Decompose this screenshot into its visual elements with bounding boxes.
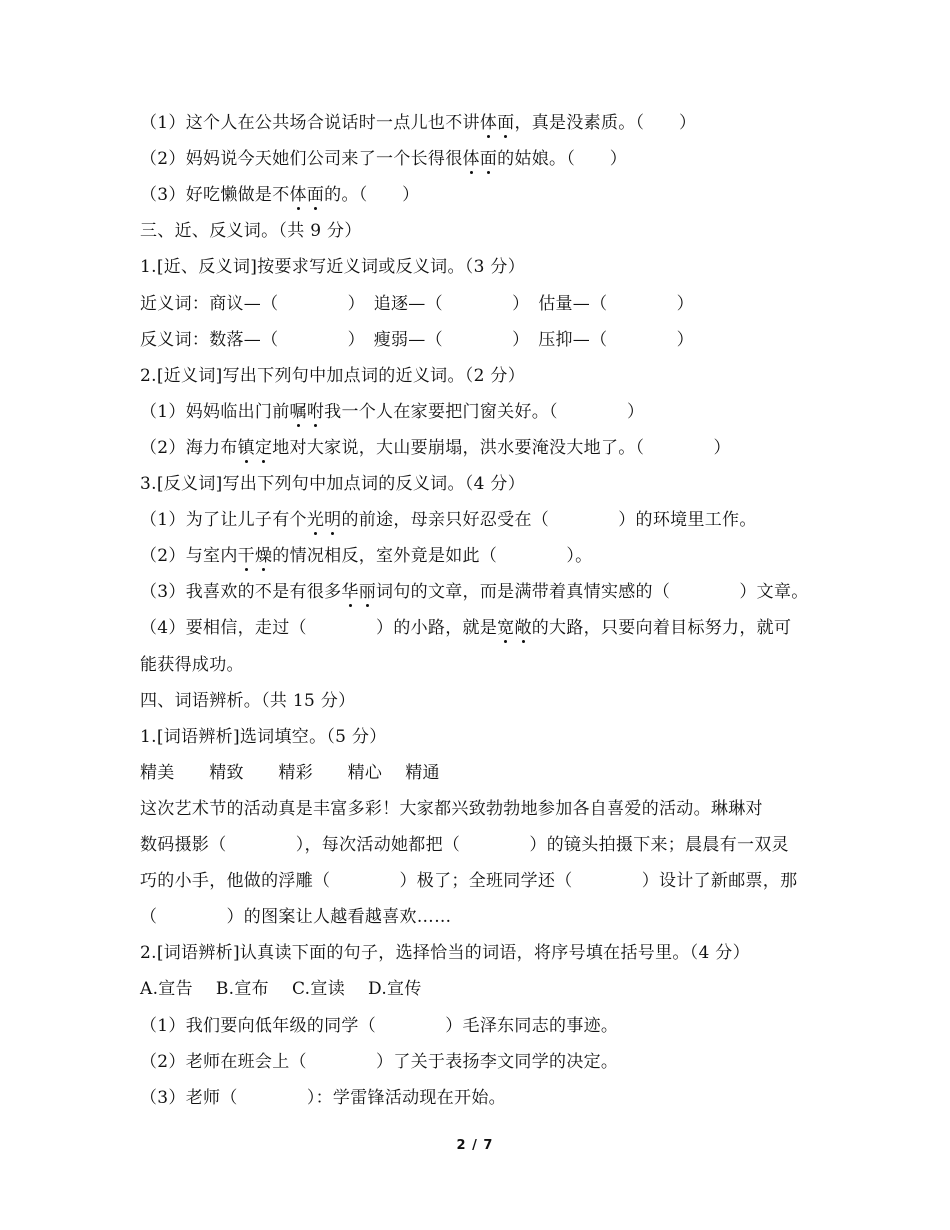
line-text: （3）老师（ ）：学雷锋活动现在开始。 xyxy=(140,1087,506,1108)
emphasized-word: 体面 xyxy=(479,113,515,133)
text-line xyxy=(140,148,820,170)
emphasized-word: 嘱咐 xyxy=(289,401,325,422)
line-text: 数码摄影（ ），每次活动她都把（ ）的镜头拍摄下来；晨晨有一双灵 xyxy=(140,835,789,855)
line-text: （2）与室内 xyxy=(140,546,238,567)
line-text: 四、词语辨析。（共 15 分） xyxy=(140,690,356,711)
text-line xyxy=(140,437,820,459)
line-text: ，真是没素质。（ ） xyxy=(514,113,697,133)
text-line xyxy=(140,365,820,387)
line-text: 这次艺术节的活动真是丰富多彩！大家都兴致勃勃地参加各自喜爱的活动。琳琳对 xyxy=(140,798,763,819)
line-text: 的前途，母亲只好忍受在（ ）的环境里工作。 xyxy=(341,510,757,531)
line-text: （2）妈妈说今天她们公司来了一个长得很 xyxy=(140,149,463,170)
text-line xyxy=(140,293,820,315)
line-text: （3）我喜欢的不是有很多 xyxy=(140,582,342,603)
line-text: 的。（ ） xyxy=(324,185,420,206)
text-line xyxy=(140,1051,820,1073)
line-text: 2.[近义词]写出下列句中加点词的近义词。（2 分） xyxy=(140,365,526,386)
text-line xyxy=(140,401,820,423)
text-line xyxy=(140,654,820,676)
emphasized-word: 干燥 xyxy=(237,546,273,567)
page-number: 2 / 7 xyxy=(456,1138,494,1153)
emphasized-word: 体面 xyxy=(289,185,325,206)
text-line xyxy=(140,256,820,278)
line-text: （1）妈妈临出门前 xyxy=(140,401,290,422)
text-line xyxy=(140,545,820,567)
line-text: 能获得成功。 xyxy=(140,654,244,675)
line-text: 1.[近、反义词]按要求写近义词或反义词。（3 分） xyxy=(140,257,526,278)
text-line xyxy=(140,220,820,242)
text-line xyxy=(140,581,820,603)
line-text: （2）老师在班会上（ ）了关于表扬李文同学的决定。 xyxy=(140,1051,619,1072)
emphasized-word: 宽敞 xyxy=(497,618,532,639)
text-line xyxy=(140,1015,820,1037)
line-text: （1）为了让儿子有个 xyxy=(140,510,307,531)
line-text: （4）要相信，走过（ ）的小路，就是 xyxy=(140,618,498,639)
emphasized-word: 镇定 xyxy=(237,437,273,458)
emphasized-word: 华丽 xyxy=(341,582,377,603)
text-line xyxy=(140,906,820,928)
text-line xyxy=(140,762,820,784)
text-line xyxy=(140,184,820,206)
text-line xyxy=(140,978,820,1000)
line-text: 巧的小手，他做的浮雕（ ）极了；全班同学还（ ）设计了新邮票，那 xyxy=(140,871,798,892)
line-text: （2）海力布 xyxy=(140,437,238,458)
line-text: 精美 精致 精彩 精心 精通 xyxy=(140,762,440,783)
line-text: 1.[词语辨析]选词填空。（5 分） xyxy=(140,726,387,747)
line-text: （ ）的图案让人越看越喜欢…… xyxy=(140,907,452,928)
text-line xyxy=(140,617,820,639)
line-text: 3.[反义词]写出下列句中加点词的反义词。（4 分） xyxy=(140,474,526,494)
line-text: （3）好吃懒做是不 xyxy=(140,185,290,206)
text-line xyxy=(140,726,820,748)
line-text: 词句的文章，而是满带着真情实感的（ ）文章。 xyxy=(376,582,809,603)
text-line xyxy=(140,1087,820,1109)
text-line xyxy=(140,690,820,712)
line-text: 三、近、反义词。（共 9 分） xyxy=(140,221,362,242)
text-line xyxy=(140,112,820,134)
text-line xyxy=(140,329,820,351)
text-line xyxy=(140,473,820,495)
line-text: 近义词：商议—（ ） 追逐—（ ） 估量—（ ） xyxy=(140,293,694,314)
emphasized-word: 光明 xyxy=(306,510,342,531)
line-text: （1）我们要向低年级的同学（ ）毛泽东同志的事迹。 xyxy=(140,1015,619,1036)
line-text: 我一个人在家要把门窗关好。（ ） xyxy=(324,401,645,422)
emphasized-word: 体面 xyxy=(462,149,498,170)
line-text: （1）这个人在公共场合说话时一点儿也不讲 xyxy=(140,113,480,133)
line-text: 的大路，只要向着目标努力，就可 xyxy=(531,618,792,639)
line-text: 反义词：数落—（ ） 瘦弱—（ ） 压抑—（ ） xyxy=(140,329,694,350)
text-line xyxy=(140,798,820,820)
line-text: 的姑娘。（ ） xyxy=(497,149,628,170)
line-text: 的情况相反，室外竟是如此（ ）。 xyxy=(272,546,593,567)
text-line xyxy=(140,509,820,531)
line-text: 地对大家说，大山要崩塌，洪水要淹没大地了。（ ） xyxy=(272,437,731,458)
text-line xyxy=(140,834,820,856)
line-text: 2.[词语辨析]认真读下面的句子，选择恰当的词语，将序号填在括号里。（4 分） xyxy=(140,943,750,964)
line-text: A.宣告 B.宣布 C.宣读 D.宣传 xyxy=(140,979,422,1000)
text-line xyxy=(140,942,820,964)
text-line xyxy=(140,870,820,892)
